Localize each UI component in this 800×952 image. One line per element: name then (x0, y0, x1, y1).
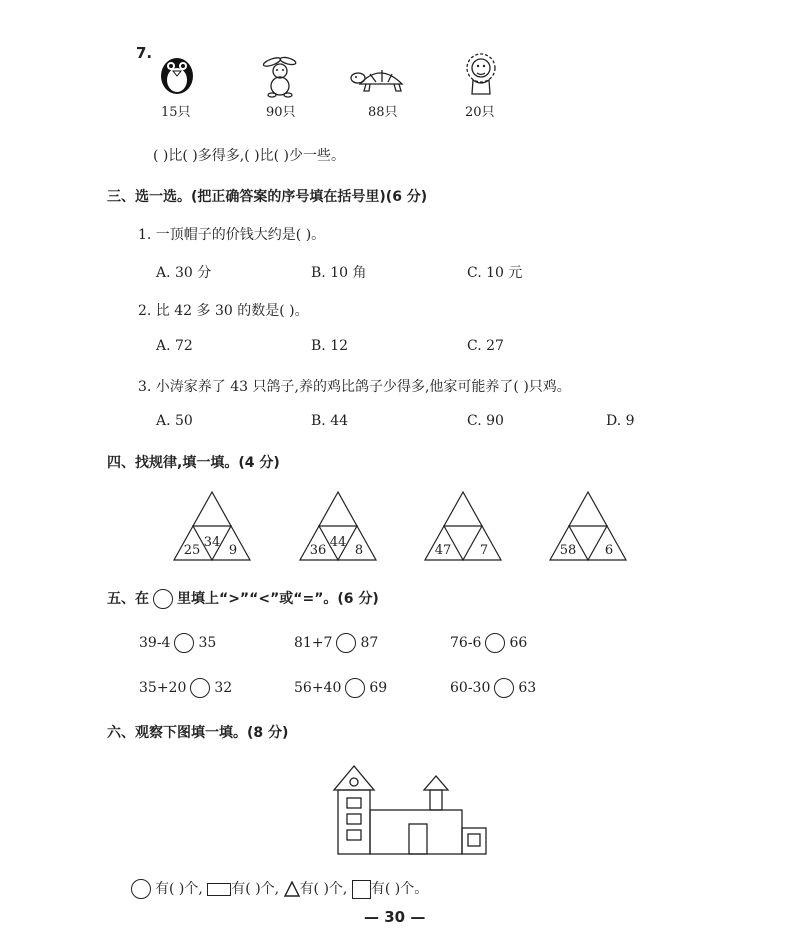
house-figure (330, 762, 490, 856)
circle-icon (153, 589, 173, 609)
penguin-icon (155, 52, 199, 96)
q7-sentence: ( )比( )多得多,( )比( )少一些。 (153, 148, 345, 164)
compare-circle-blank[interactable] (345, 678, 365, 698)
compare-item: 76-6 66 (450, 635, 528, 651)
rectangle-icon (207, 883, 231, 896)
s3-q2-option-c: C. 27 (467, 338, 504, 354)
compare-item: 81+7 87 (294, 635, 379, 651)
compare-circle-blank[interactable] (485, 633, 505, 653)
animal-count: 15只 (161, 105, 191, 120)
turtle-icon (350, 60, 410, 94)
triangle-right-value: 7 (479, 543, 489, 558)
compare-circle-blank[interactable] (190, 678, 210, 698)
section6-title: 六、观察下图填一填。(8 分) (107, 725, 289, 741)
s3-q1-option-c: C. 10 元 (467, 265, 523, 281)
triangle-top-value: 34 (203, 535, 221, 550)
compare-item: 56+40 69 (294, 680, 388, 696)
page-number: — 30 — (364, 908, 426, 926)
section4-title: 四、找规律,填一填。(4 分) (107, 455, 280, 471)
triangle-right-value: 6 (604, 543, 614, 558)
triangle-top-value: 44 (329, 535, 347, 550)
section5-title: 五、在 里填上“>”“<”或“=”。(6 分) (107, 591, 379, 607)
pattern-triangle (423, 490, 503, 562)
compare-item: 39-4 35 (139, 635, 217, 651)
s3-q3-option-d: D. 9 (606, 413, 635, 429)
square-icon (352, 880, 371, 899)
s3-q2-option-b: B. 12 (311, 338, 349, 354)
s3-q1-option-b: B. 10 角 (311, 265, 367, 281)
compare-circle-blank[interactable] (494, 678, 514, 698)
pattern-triangle (298, 490, 378, 562)
s3-q1-text: 1. 一顶帽子的价钱大约是( )。 (138, 227, 326, 243)
s3-q2-text: 2. 比 42 多 30 的数是( )。 (138, 303, 309, 319)
triangle-right-value: 8 (354, 543, 364, 558)
animal-count: 20只 (465, 105, 495, 120)
section3-title: 三、选一选。(把正确答案的序号填在括号里)(6 分) (107, 189, 428, 205)
lion-icon (460, 52, 502, 98)
circle-icon (131, 879, 151, 899)
s3-q3-option-c: C. 90 (467, 413, 504, 429)
compare-circle-blank[interactable] (336, 633, 356, 653)
pattern-triangle (548, 490, 628, 562)
compare-circle-blank[interactable] (174, 633, 194, 653)
shape-count-line: 有( )个, 有( )个, 有( )个, 有( )个。 (131, 878, 428, 899)
triangle-right-value: 9 (228, 543, 238, 558)
s3-q3-option-a: A. 50 (156, 413, 193, 429)
triangle-left-value: 58 (559, 543, 577, 558)
triangle-left-value: 25 (183, 543, 201, 558)
q7-number: 7. (136, 44, 153, 62)
animal-count: 88只 (368, 105, 398, 120)
compare-item: 35+20 32 (139, 680, 233, 696)
triangle-left-value: 47 (434, 543, 452, 558)
s3-q3-text: 3. 小涛家养了 43 只鸽子,养的鸡比鸽子少得多,他家可能养了( )只鸡。 (138, 379, 571, 395)
triangle-left-value: 36 (309, 543, 327, 558)
pattern-triangle (172, 490, 252, 562)
triangle-icon (284, 881, 300, 897)
s3-q1-option-a: A. 30 分 (156, 265, 212, 281)
s3-q3-option-b: B. 44 (311, 413, 349, 429)
compare-item: 60-30 63 (450, 680, 537, 696)
rabbit-icon (258, 54, 304, 98)
s3-q2-option-a: A. 72 (156, 338, 193, 354)
animal-count: 90只 (266, 105, 296, 120)
